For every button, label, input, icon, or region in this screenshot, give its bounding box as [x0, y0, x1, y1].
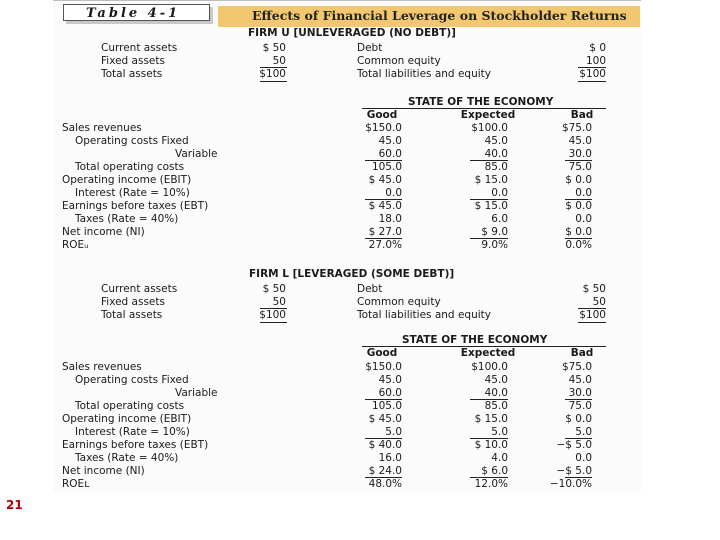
cell-value: 60.0 [378, 387, 402, 399]
cell-value: 0.0% [565, 239, 592, 251]
balance-total-line [578, 322, 606, 323]
balance-left-label: Total assets [101, 68, 163, 80]
cell-value: 0.0 [385, 187, 402, 199]
balance-sum-line [260, 67, 287, 68]
cell-value: $ 0.0 [565, 174, 592, 186]
column-header: Expected [460, 347, 516, 359]
firm_u-heading: FIRM U [UNLEVERAGED (NO DEBT)] [248, 27, 456, 39]
column-header: Good [366, 347, 398, 359]
balance-right-label: Debt [357, 283, 383, 295]
row-label: Operating costs Fixed [75, 374, 189, 386]
state-of-economy-heading: STATE OF THE ECONOMY [402, 334, 548, 346]
cell-value: $150.0 [365, 122, 402, 134]
balance-right-label: Common equity [357, 296, 441, 308]
cell-value: 45.0 [484, 374, 508, 386]
column-header: Good [366, 109, 398, 121]
row-label: ROEʟ [62, 478, 90, 490]
cell-value: 5.0 [575, 426, 592, 438]
balance-right-value: 50 [592, 296, 606, 308]
cell-value: 0.0 [575, 213, 592, 225]
cell-value: 6.0 [491, 213, 508, 225]
cell-value: 30.0 [568, 387, 592, 399]
balance-right-value: $100 [579, 309, 606, 321]
row-label: Operating income (EBIT) [62, 413, 192, 425]
cell-value: $100.0 [471, 361, 508, 373]
cell-value: $ 45.0 [368, 413, 402, 425]
cell-value: $ 45.0 [368, 174, 402, 186]
cell-value: −$ 5.0 [556, 439, 592, 451]
balance-left-value: $ 50 [262, 42, 286, 54]
cell-value: 85.0 [484, 400, 508, 412]
cell-value: 16.0 [378, 452, 402, 464]
cell-value: 105.0 [371, 161, 402, 173]
balance-right-label: Total liabilities and equity [357, 68, 491, 80]
balance-right-label: Total liabilities and equity [357, 309, 491, 321]
cell-value: 40.0 [484, 148, 508, 160]
cell-value: 27.0% [368, 239, 402, 251]
row-label: Total operating costs [75, 161, 185, 173]
balance-right-value: $ 0 [589, 42, 606, 54]
cell-value: 0.0 [575, 452, 592, 464]
balance-right-value: $ 50 [582, 283, 606, 295]
cell-value: $ 0.0 [565, 413, 592, 425]
cell-value: $100.0 [471, 122, 508, 134]
balance-left-label: Fixed assets [101, 296, 165, 308]
cell-value: $ 27.0 [368, 226, 402, 238]
cell-value: $75.0 [561, 361, 592, 373]
balance-sum-line [578, 308, 606, 309]
balance-left-label: Current assets [101, 283, 178, 295]
cell-value: 0.0 [491, 187, 508, 199]
balance-right-label: Common equity [357, 55, 441, 67]
balance-sum-line [578, 67, 606, 68]
column-header: Bad [570, 109, 594, 121]
balance-total-line [260, 81, 287, 82]
balance-total-line [260, 322, 287, 323]
cell-value: 105.0 [371, 400, 402, 412]
cell-value: $ 10.0 [474, 439, 508, 451]
balance-left-value: $100 [259, 68, 286, 80]
page-number: 21 [6, 498, 23, 512]
cell-value: $150.0 [365, 361, 402, 373]
row-label: Taxes (Rate = 40%) [75, 213, 179, 225]
cell-value: $ 15.0 [474, 174, 508, 186]
balance-total-line [578, 81, 606, 82]
row-label: Operating costs Fixed [75, 135, 189, 147]
state-of-economy-heading: STATE OF THE ECONOMY [408, 96, 554, 108]
column-header: Bad [570, 347, 594, 359]
balance-left-value: $100 [259, 309, 286, 321]
cell-value: $ 40.0 [368, 439, 402, 451]
cell-value: 5.0 [385, 426, 402, 438]
cell-value: 9.0% [481, 239, 508, 251]
cell-value: 18.0 [378, 213, 402, 225]
cell-value: $ 15.0 [474, 413, 508, 425]
cell-value: 4.0 [491, 452, 508, 464]
cell-value: 45.0 [378, 374, 402, 386]
row-label: Net income (NI) [62, 226, 145, 238]
cell-value: 45.0 [568, 374, 592, 386]
cell-value: 0.0 [575, 187, 592, 199]
cell-value: −$ 5.0 [556, 465, 592, 477]
row-label: Net income (NI) [62, 465, 145, 477]
balance-left-label: Current assets [101, 42, 178, 54]
cell-value: 45.0 [568, 135, 592, 147]
cell-value: $ 15.0 [474, 200, 508, 212]
balance-left-value: 50 [272, 55, 286, 67]
cell-value: 75.0 [568, 400, 592, 412]
cell-value: $ 45.0 [368, 200, 402, 212]
balance-right-value: 100 [585, 55, 606, 67]
cell-value: $ 0.0 [565, 200, 592, 212]
row-label: Variable [175, 387, 218, 399]
balance-sum-line [260, 308, 287, 309]
cell-value: $ 9.0 [481, 226, 508, 238]
cell-value: 85.0 [484, 161, 508, 173]
cell-value: 45.0 [378, 135, 402, 147]
cell-value: 48.0% [368, 478, 402, 490]
cell-value: $ 0.0 [565, 226, 592, 238]
row-label: ROEᵤ [62, 239, 89, 251]
balance-left-label: Total assets [101, 309, 163, 321]
balance-left-value: $ 50 [262, 283, 286, 295]
row-label: Total operating costs [75, 400, 185, 412]
cell-value: 30.0 [568, 148, 592, 160]
row-label: Interest (Rate = 10%) [75, 426, 190, 438]
column-header: Expected [460, 109, 516, 121]
balance-left-value: 50 [272, 296, 286, 308]
row-label: Earnings before taxes (EBT) [62, 439, 209, 451]
row-label: Earnings before taxes (EBT) [62, 200, 209, 212]
row-label: Sales revenues [62, 122, 142, 134]
cell-value: 40.0 [484, 387, 508, 399]
row-label: Interest (Rate = 10%) [75, 187, 190, 199]
cell-value: $ 24.0 [368, 465, 402, 477]
row-label: Operating income (EBIT) [62, 174, 192, 186]
table-label: Table 4-1 [63, 4, 210, 21]
cell-value: $ 6.0 [481, 465, 508, 477]
cell-value: 12.0% [474, 478, 508, 490]
cell-value: 45.0 [484, 135, 508, 147]
cell-value: 5.0 [491, 426, 508, 438]
firm_l-heading: FIRM L [LEVERAGED (SOME DEBT)] [249, 268, 455, 280]
cell-value: −10.0% [549, 478, 592, 490]
table-title: Effects of Financial Leverage on Stockholder Returns [252, 8, 627, 23]
row-label: Variable [175, 148, 218, 160]
row-label: Taxes (Rate = 40%) [75, 452, 179, 464]
cell-value: 75.0 [568, 161, 592, 173]
balance-right-value: $100 [579, 68, 606, 80]
cell-value: $75.0 [561, 122, 592, 134]
row-label: Sales revenues [62, 361, 142, 373]
balance-left-label: Fixed assets [101, 55, 165, 67]
balance-right-label: Debt [357, 42, 383, 54]
cell-value: 60.0 [378, 148, 402, 160]
